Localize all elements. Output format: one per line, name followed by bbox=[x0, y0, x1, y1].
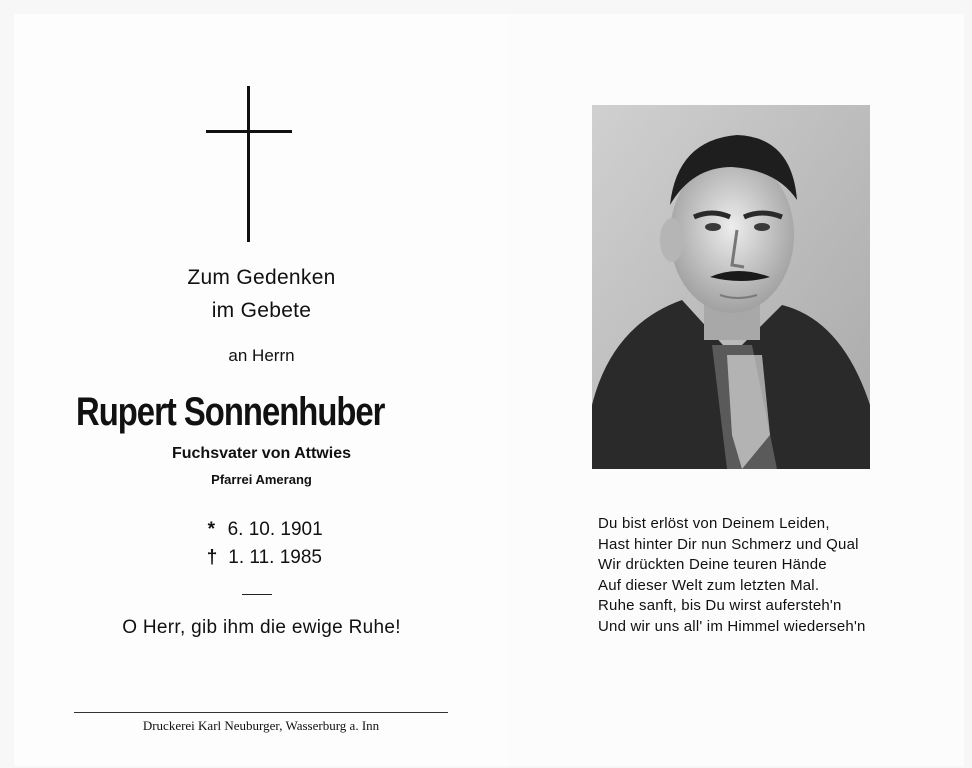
printer-credit: Druckerei Karl Neuburger, Wasserburg a. Inn bbox=[142, 718, 380, 733]
poem bbox=[598, 514, 866, 637]
deceased-name: Rupert Sonnenhuber bbox=[76, 390, 385, 434]
memorial-card bbox=[14, 14, 964, 766]
portrait-photo bbox=[592, 105, 870, 469]
birth-date: 6. 10. 1901 bbox=[227, 519, 323, 540]
poem-line: Hast hinter Dir nun Schmerz und Qual bbox=[598, 535, 859, 553]
header-line-1: Zum Gedenken bbox=[187, 266, 336, 289]
parish: Pfarrei Amerang bbox=[211, 472, 312, 487]
birth-line bbox=[14, 519, 509, 541]
death-line bbox=[14, 547, 509, 569]
poem-line: Ruhe sanft, bis Du wirst aufersteh'n bbox=[598, 597, 842, 614]
cross-icon bbox=[206, 86, 292, 246]
poem-line: Auf dieser Welt zum letzten Mal. bbox=[598, 576, 820, 594]
printer-rule bbox=[74, 712, 448, 713]
death-date: 1. 11. 1985 bbox=[228, 547, 322, 568]
divider-dash bbox=[242, 594, 272, 595]
prayer: O Herr, gib ihm die ewige Ruhe! bbox=[122, 617, 401, 638]
birth-symbol: * bbox=[207, 519, 216, 540]
poem-line: Und wir uns all' im Himmel wiederseh'n bbox=[598, 617, 866, 635]
poem-line: Du bist erlöst von Deinem Leiden, bbox=[598, 515, 830, 532]
left-panel bbox=[14, 14, 509, 766]
poem-line: Wir drückten Deine teuren Hände bbox=[598, 556, 827, 573]
death-symbol: † bbox=[206, 547, 218, 568]
subtitle: Fuchsvater von Attwies bbox=[171, 445, 351, 462]
header-line-2: im Gebete bbox=[211, 299, 312, 322]
salutation: an Herrn bbox=[228, 346, 295, 365]
